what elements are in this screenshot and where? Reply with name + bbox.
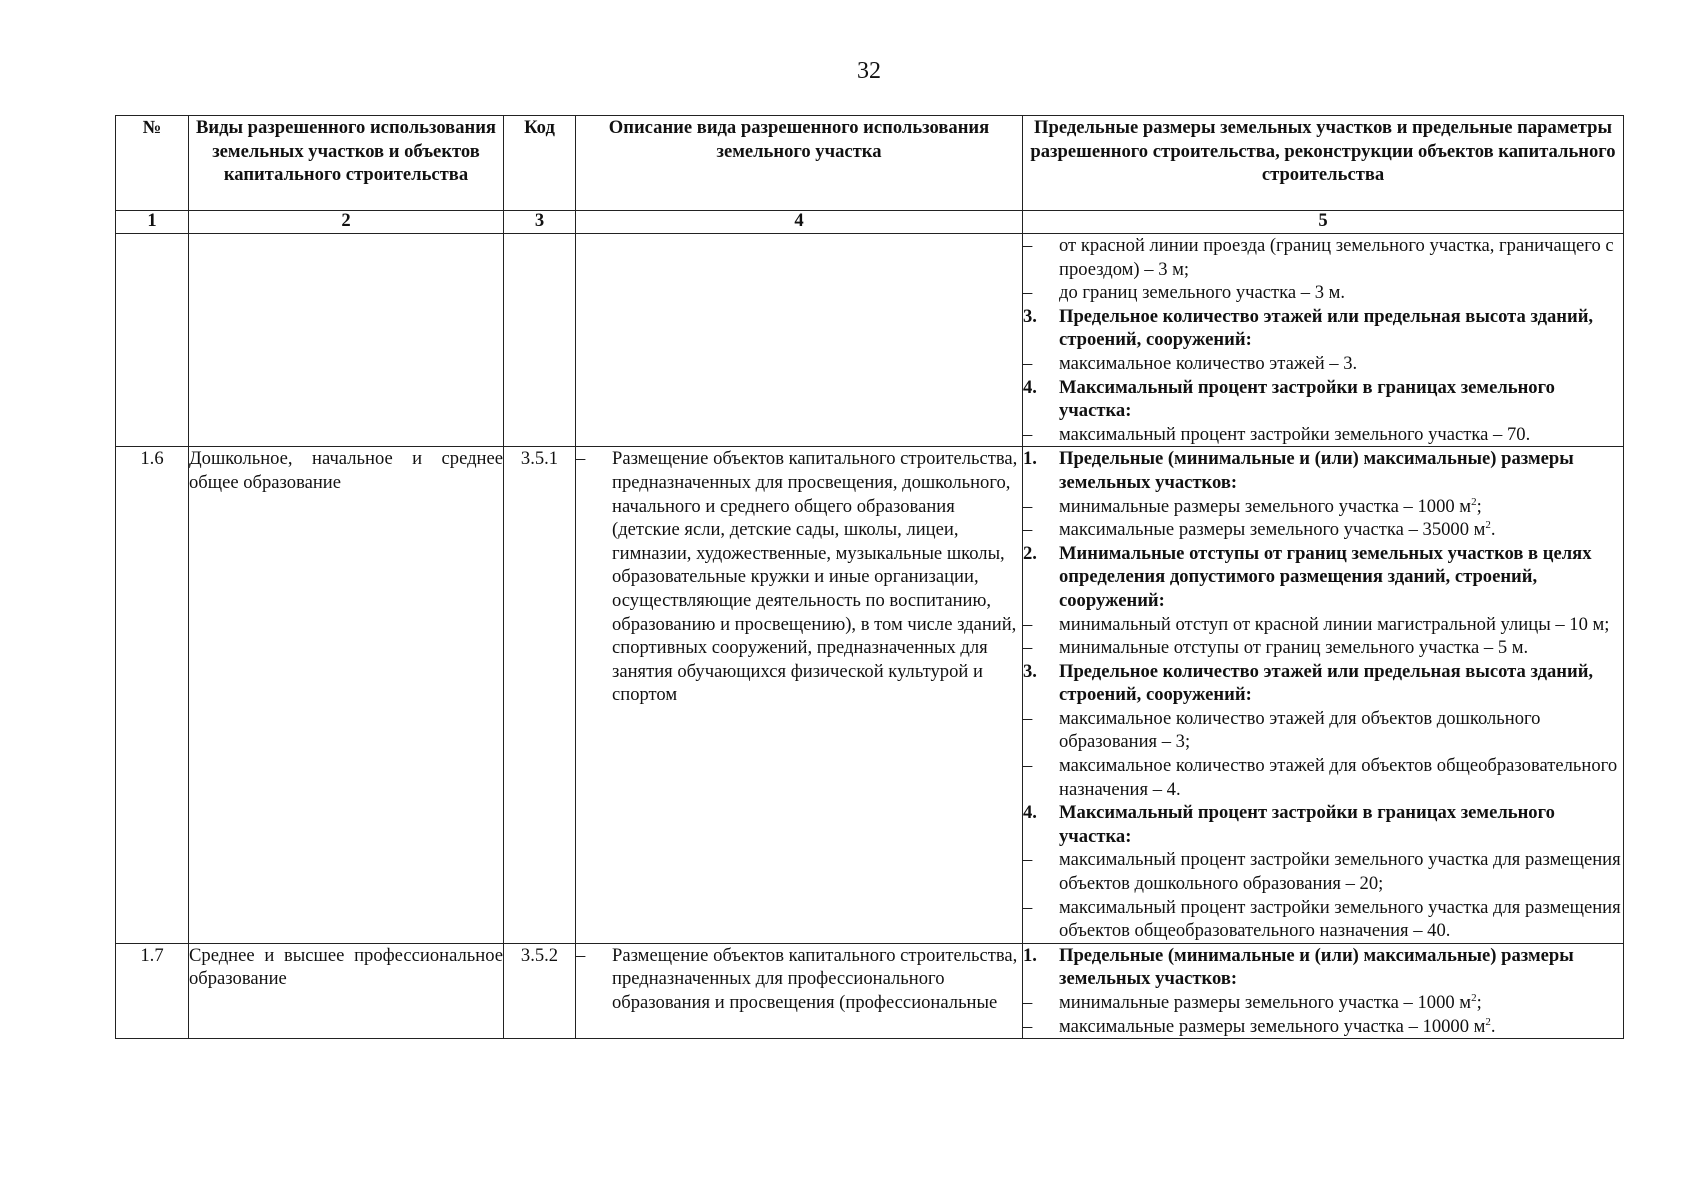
item-marker: 1. <box>1023 944 1037 966</box>
header-code: Код <box>504 116 576 211</box>
table-row <box>116 447 1624 943</box>
parameter-item <box>1023 801 1623 848</box>
parameter-text-main: Предельное количество этажей или предельная высота зданий, строений, сооружений: <box>1059 660 1594 706</box>
item-marker: 2. <box>1023 542 1037 564</box>
item-marker: 3. <box>1023 305 1037 327</box>
parameter-text-main: максимальные размеры земельного участка – 10000 м <box>1059 1015 1486 1037</box>
parameter-text-main: до границ земельного участка – 3 м. <box>1059 282 1346 304</box>
parameter-text <box>1059 754 1623 801</box>
parameters-cell <box>1023 447 1624 943</box>
parameter-text <box>1059 707 1623 754</box>
use-type-name <box>189 234 504 447</box>
table-row <box>116 943 1624 1038</box>
item-marker: – <box>1023 992 1033 1013</box>
table-row <box>116 234 1624 447</box>
parameter-item <box>1023 660 1623 707</box>
parameter-item <box>1023 495 1623 519</box>
parameter-text <box>1059 896 1623 943</box>
parameter-item <box>1023 848 1623 895</box>
column-number: 3 <box>504 211 576 234</box>
item-marker: – <box>1023 1015 1033 1037</box>
column-number: 1 <box>116 211 189 234</box>
item-marker: 1. <box>1023 448 1037 470</box>
parameter-item <box>1023 707 1623 754</box>
parameter-item <box>1023 234 1623 281</box>
parameter-item <box>1023 896 1623 943</box>
use-type-name: Дошкольное, начальное и среднее общее образование <box>189 447 504 943</box>
parameter-text <box>1059 542 1623 613</box>
parameters-cell <box>1023 234 1624 447</box>
parameter-text <box>1059 991 1623 1015</box>
parameter-item <box>1023 944 1623 991</box>
item-marker: 4. <box>1023 376 1037 398</box>
parameter-item <box>1023 542 1623 613</box>
parameter-text-tail: ; <box>1476 495 1482 517</box>
parameter-text-main: минимальные отступы от границ земельного участка – 5 м. <box>1059 637 1529 659</box>
item-marker: – <box>1023 896 1033 918</box>
header-number: № <box>116 116 189 211</box>
item-marker: 3. <box>1023 660 1037 682</box>
parameter-item <box>1023 1015 1623 1039</box>
description-item <box>576 944 1022 1015</box>
parameter-text-main: Минимальные отступы от границ земельных участков в целях определения допустимого размещения зданий, строений, сооружений: <box>1059 542 1592 611</box>
parameter-text <box>1059 636 1623 660</box>
row-number <box>116 234 189 447</box>
parameter-text <box>1059 848 1623 895</box>
use-code: 3.5.2 <box>504 943 576 1038</box>
description-text: Размещение объектов капитального строительства, предназначенных для профессионального образования и просвещения (профессиональные <box>612 944 1018 1013</box>
parameter-text-main: максимальное количество этажей для объектов общеобразовательного назначения – 4. <box>1059 755 1618 800</box>
parameter-item <box>1023 352 1623 376</box>
use-code <box>504 234 576 447</box>
description-item <box>576 447 1022 707</box>
item-marker: – <box>1023 423 1033 445</box>
parameter-text <box>1059 613 1623 637</box>
superscript: 2 <box>1471 991 1477 1004</box>
superscript: 2 <box>1485 518 1491 531</box>
land-use-table <box>115 115 1624 1039</box>
item-marker: – <box>1023 849 1033 871</box>
parameter-text-main: максимальный процент застройки земельного участка – 70. <box>1059 423 1531 445</box>
parameter-text-main: Максимальный процент застройки в границах земельного участка: <box>1059 802 1555 847</box>
parameter-text <box>1059 376 1623 423</box>
header-row <box>116 116 1624 211</box>
parameter-text-main: Предельное количество этажей или предельная высота зданий, строений, сооружений: <box>1059 305 1594 351</box>
parameter-text <box>1059 944 1623 991</box>
parameter-text <box>1059 495 1623 519</box>
row-number: 1.6 <box>116 447 189 943</box>
parameter-text-main: минимальные размеры земельного участка – 1000 м <box>1059 992 1472 1013</box>
column-number: 4 <box>576 211 1023 234</box>
parameter-text <box>1059 1015 1623 1039</box>
item-marker: – <box>1023 282 1033 304</box>
dash-marker: – <box>576 944 586 966</box>
parameter-item <box>1023 305 1623 352</box>
row-number: 1.7 <box>116 943 189 1038</box>
parameter-text <box>1059 518 1623 542</box>
parameter-item <box>1023 447 1623 494</box>
parameter-text-tail: . <box>1490 1015 1496 1037</box>
parameter-item <box>1023 754 1623 801</box>
parameter-text-main: Предельные (минимальные и (или) максимальные) размеры земельных участков: <box>1059 944 1574 990</box>
item-marker: – <box>1023 637 1033 659</box>
parameter-text <box>1059 801 1623 848</box>
parameter-text-main: от красной линии проезда (границ земельного участка, граничащего с проездом) – 3 м; <box>1059 235 1614 280</box>
dash-marker: – <box>576 448 586 470</box>
parameter-text-main: Предельные (минимальные и (или) максимальные) размеры земельных участков: <box>1059 448 1574 493</box>
parameter-text <box>1059 305 1623 352</box>
column-number-row <box>116 211 1624 234</box>
parameter-text-main: максимальное количество этажей для объектов дошкольного образования – 3; <box>1059 707 1541 753</box>
use-type-name: Среднее и высшее профессиональное образование <box>189 943 504 1038</box>
parameter-text <box>1059 447 1623 494</box>
item-marker: – <box>1023 613 1033 635</box>
item-marker: – <box>1023 235 1033 256</box>
parameter-item <box>1023 376 1623 423</box>
parameter-text <box>1059 281 1623 305</box>
description-text: Размещение объектов капитального строительства, предназначенных для просвещения, дошкольного, начального и среднего общего образования (детские ясли, детские сады, школы, лицеи, гимназии, художественные, музыкальные школы, образовательные кружки и иные организации, осуществляющие деятельность по воспитанию, образованию и просвещению), в том числе зданий, спортивных сооружений, предназначенных для занятия обучающихся физической культурой и спортом <box>612 448 1018 706</box>
parameter-text-main: максимальное количество этажей – 3. <box>1059 352 1358 374</box>
use-description-cell <box>576 234 1023 447</box>
parameter-text <box>1059 423 1623 447</box>
parameter-item <box>1023 636 1623 660</box>
parameter-text-main: максимальные размеры земельного участка – 35000 м <box>1059 519 1486 541</box>
header-use-type: Виды разрешенного использования земельных участков и объектов капитального строительства <box>189 116 504 211</box>
parameter-text-main: минимальный отступ от красной линии магистральной улицы – 10 м; <box>1059 613 1610 635</box>
header-description: Описание вида разрешенного использования земельного участка <box>576 116 1023 211</box>
parameter-item <box>1023 281 1623 305</box>
parameter-item <box>1023 423 1623 447</box>
item-marker: – <box>1023 755 1033 777</box>
parameters-cell <box>1023 943 1624 1038</box>
item-marker: – <box>1023 519 1033 541</box>
parameter-text-main: максимальный процент застройки земельного участка для размещения объектов дошкольного образования – 20; <box>1059 849 1621 895</box>
item-marker: – <box>1023 495 1033 517</box>
page-number: 32 <box>857 58 881 84</box>
parameter-item <box>1023 991 1623 1015</box>
parameter-text <box>1059 660 1623 707</box>
column-number: 2 <box>189 211 504 234</box>
parameter-item <box>1023 613 1623 637</box>
use-description-cell <box>576 943 1023 1038</box>
header-parameters: Предельные размеры земельных участков и предельные параметры разрешенного строительства, реконструкции объектов капитального строительства <box>1023 116 1624 211</box>
parameter-text-tail: . <box>1490 519 1496 541</box>
parameter-text-main: максимальный процент застройки земельного участка для размещения объектов общеобразовательного назначения – 40. <box>1059 896 1621 942</box>
parameter-text-tail: ; <box>1476 992 1482 1013</box>
parameter-text <box>1059 234 1623 281</box>
parameter-text-main: минимальные размеры земельного участка – 1000 м <box>1059 495 1472 517</box>
parameter-item <box>1023 518 1623 542</box>
parameter-text <box>1059 352 1623 376</box>
use-description-cell <box>576 447 1023 943</box>
item-marker: – <box>1023 707 1033 729</box>
use-code: 3.5.1 <box>504 447 576 943</box>
item-marker: – <box>1023 352 1033 374</box>
superscript: 2 <box>1485 1015 1491 1028</box>
item-marker: 4. <box>1023 802 1037 824</box>
column-number: 5 <box>1023 211 1624 234</box>
superscript: 2 <box>1471 495 1477 508</box>
parameter-text-main: Максимальный процент застройки в границах земельного участка: <box>1059 376 1555 422</box>
